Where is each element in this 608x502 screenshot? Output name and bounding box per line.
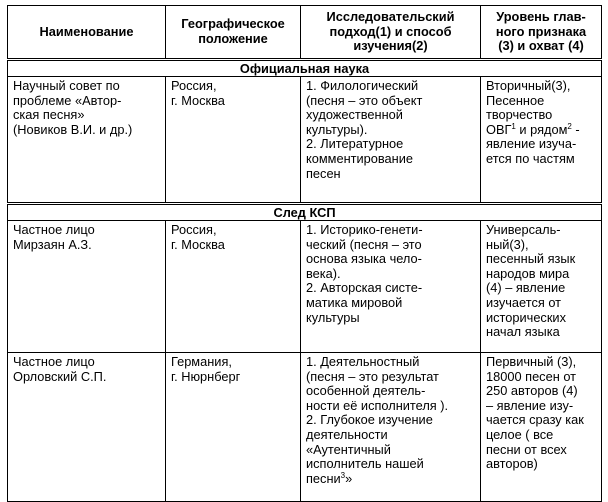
- cell-level: Универсаль- ный(3), песенный язык народов мира (4) – явление изучается от исторических начал языка: [481, 221, 602, 353]
- table-row: [8, 353, 602, 502]
- table-header-row: [8, 6, 602, 60]
- approach-text-a: 1. Деятельностный (песня – это результат особенной деятель- ности её исполнителя ). 2. Глубокое изучение деятельности «Аутентичный исполнитель нашей песни: [306, 354, 449, 486]
- cell-name: Частное лицо Орловский С.П.: [8, 353, 166, 502]
- table-row: [8, 77, 602, 204]
- cell-approach: 1. Историко-генети- ческий (песня – это основа языка чело- века). 2. Авторская систе- матика мировой культуры: [301, 221, 481, 353]
- section-title: След КСП: [8, 204, 602, 221]
- section-title: Официальная наука: [8, 60, 602, 77]
- header-level: Уровень глав- ного признака (3) и охват (4): [481, 6, 602, 60]
- section-row-ksp-trace: [8, 204, 602, 221]
- header-location: Географическое положение: [166, 6, 301, 60]
- cell-approach: [301, 353, 481, 502]
- cell-name: Научный совет по проблеме «Автор- ская песня» (Новиков В.И. и др.): [8, 77, 166, 204]
- cell-location: Россия, г. Москва: [166, 221, 301, 353]
- cell-level: Первичный (3), 18000 песен от 250 авторов (4) – явление изу- чается сразу как целое ( все песни от всех авторов): [481, 353, 602, 502]
- footnote-2: 2: [567, 121, 572, 131]
- table-row: [8, 221, 602, 353]
- cell-level: [481, 77, 602, 204]
- cell-location: Россия, г. Москва: [166, 77, 301, 204]
- approach-text-b: »: [345, 470, 353, 486]
- footnote-1: 1: [511, 121, 516, 131]
- comparison-table: [7, 5, 602, 502]
- level-text-c: - явление изуча- ется по частям: [486, 121, 580, 166]
- header-approach: Исследовательский подход(1) и способ изучения(2): [301, 6, 481, 60]
- cell-name: Частное лицо Мирзаян А.З.: [8, 221, 166, 353]
- header-name: Наименование: [8, 6, 166, 60]
- footnote-3: 3: [340, 470, 346, 480]
- level-text-a: Вторичный(3), Песенное творчество ОВГ: [486, 78, 571, 137]
- cell-approach: 1. Филологический (песня – это объект художественной культуры). 2. Литературное комментирование песен: [301, 77, 481, 204]
- cell-location: Германия, г. Нюрнберг: [166, 353, 301, 502]
- section-row-official-science: [8, 60, 602, 77]
- level-text-b: и рядом: [515, 121, 568, 137]
